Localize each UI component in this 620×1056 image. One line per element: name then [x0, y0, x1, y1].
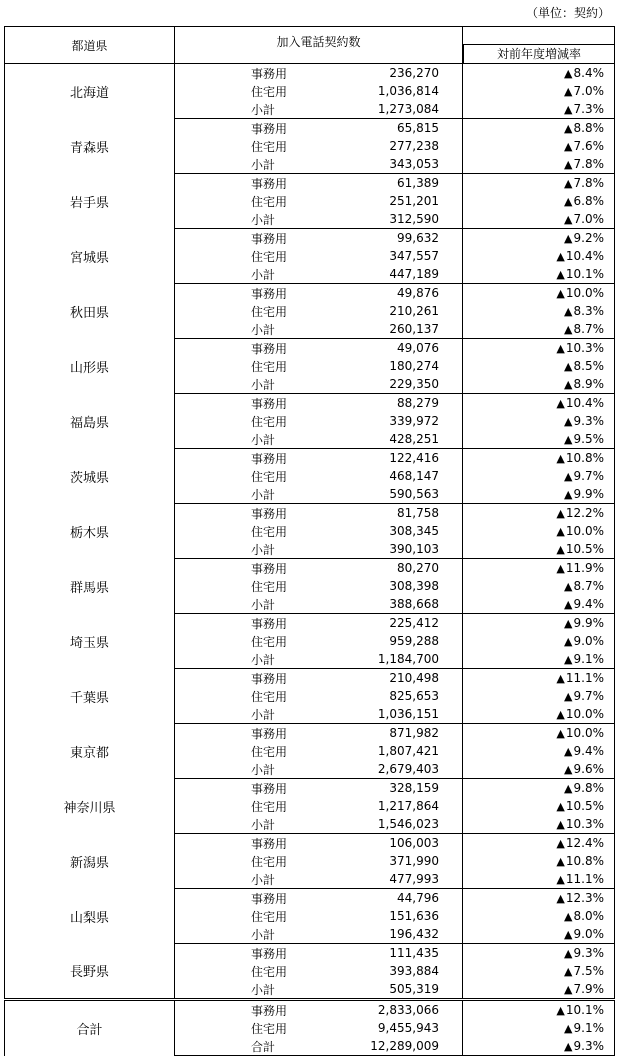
decrease-triangle-icon: ▲ — [564, 653, 573, 666]
contract-type: 小計 — [251, 597, 276, 612]
decrease-triangle-icon: ▲ — [564, 103, 573, 116]
contract-count: 468,147 — [389, 469, 439, 483]
change-rate: 7.8% — [573, 176, 604, 190]
contract-type: 小計 — [251, 762, 276, 777]
decrease-triangle-icon: ▲ — [556, 525, 565, 538]
decrease-triangle-icon: ▲ — [564, 433, 573, 446]
contract-count: 505,319 — [389, 982, 439, 996]
contract-count: 81,758 — [397, 506, 439, 520]
decrease-triangle-icon: ▲ — [564, 305, 573, 318]
change-rate: 9.0% — [573, 927, 604, 941]
contract-type: 事務用 — [251, 671, 288, 686]
contract-type: 住宅用 — [251, 799, 288, 814]
region-group — [5, 119, 615, 174]
region-group — [5, 229, 615, 284]
header-prefecture: 都道県 — [5, 27, 175, 64]
change-rate: 10.3% — [565, 817, 604, 831]
table-header — [5, 27, 615, 64]
region-group — [5, 64, 615, 119]
decrease-triangle-icon: ▲ — [564, 598, 573, 611]
change-rate: 7.0% — [573, 84, 604, 98]
contract-count: 1,184,700 — [377, 652, 439, 666]
contract-type: 事務用 — [251, 451, 288, 466]
change-rate: 8.7% — [573, 579, 604, 593]
contract-count: 111,435 — [389, 946, 439, 960]
contract-type: 小計 — [251, 652, 276, 667]
contract-count: 328,159 — [389, 781, 439, 795]
contract-count: 12,289,009 — [370, 1039, 439, 1053]
prefecture-name: 青森県 — [5, 119, 175, 174]
contract-type: 事務用 — [251, 616, 288, 631]
contract-count: 196,432 — [389, 927, 439, 941]
total-name: 合計 — [5, 1000, 175, 1056]
change-rate: 10.8% — [565, 451, 604, 465]
change-rate: 10.0% — [565, 707, 604, 721]
contract-count: 88,279 — [397, 396, 439, 410]
decrease-triangle-icon: ▲ — [564, 745, 573, 758]
contract-count: 1,807,421 — [377, 744, 439, 758]
table-row — [5, 1000, 615, 1020]
prefecture-name: 福島県 — [5, 394, 175, 449]
decrease-triangle-icon: ▲ — [556, 250, 565, 263]
contract-count: 49,876 — [397, 286, 439, 300]
change-rate: 10.3% — [565, 341, 604, 355]
change-rate: 9.3% — [573, 946, 604, 960]
contract-type: 小計 — [251, 817, 276, 832]
contract-type: 事務用 — [251, 506, 288, 521]
change-rate: 7.8% — [573, 157, 604, 171]
contract-count: 210,498 — [389, 671, 439, 685]
contract-type: 事務用 — [251, 66, 288, 81]
table-row — [5, 614, 615, 633]
prefecture-name: 宮城県 — [5, 229, 175, 284]
contract-count: 428,251 — [389, 432, 439, 446]
decrease-triangle-icon: ▲ — [556, 837, 565, 850]
decrease-triangle-icon: ▲ — [564, 782, 573, 795]
contract-count: 312,590 — [389, 212, 439, 226]
contract-count: 225,412 — [389, 616, 439, 630]
contract-type: 住宅用 — [251, 194, 288, 209]
table-row — [5, 119, 615, 138]
contract-count: 308,398 — [389, 579, 439, 593]
region-group — [5, 614, 615, 669]
table-row — [5, 394, 615, 413]
change-rate: 7.5% — [573, 964, 604, 978]
contract-count: 1,036,151 — [377, 707, 439, 721]
change-rate: 9.9% — [573, 487, 604, 501]
contract-count: 447,189 — [389, 267, 439, 281]
contract-type: 住宅用 — [251, 524, 288, 539]
contract-count: 260,137 — [389, 322, 439, 336]
change-rate: 11.9% — [565, 561, 604, 575]
decrease-triangle-icon: ▲ — [556, 672, 565, 685]
change-rate: 9.1% — [573, 1021, 604, 1035]
contract-type: 小計 — [251, 542, 276, 557]
table-row — [5, 669, 615, 688]
contract-type: 小計 — [251, 487, 276, 502]
region-group — [5, 669, 615, 724]
decrease-triangle-icon: ▲ — [564, 360, 573, 373]
contract-type: 小計 — [251, 707, 276, 722]
decrease-triangle-icon: ▲ — [556, 855, 565, 868]
contract-type: 住宅用 — [251, 964, 288, 979]
prefecture-name: 群馬県 — [5, 559, 175, 614]
decrease-triangle-icon: ▲ — [556, 727, 565, 740]
contract-type: 住宅用 — [251, 1021, 288, 1036]
region-group — [5, 889, 615, 944]
contract-type: 住宅用 — [251, 744, 288, 759]
table-row — [5, 889, 615, 908]
contract-type: 小計 — [251, 212, 276, 227]
header-contracts: 加入電話契約数 — [276, 35, 361, 49]
change-rate: 9.8% — [573, 781, 604, 795]
contract-type: 住宅用 — [251, 304, 288, 319]
contract-count: 825,653 — [389, 689, 439, 703]
change-rate: 12.4% — [565, 836, 604, 850]
contract-type: 住宅用 — [251, 359, 288, 374]
prefecture-name: 茨城県 — [5, 449, 175, 504]
change-rate: 9.1% — [573, 652, 604, 666]
table-row — [5, 339, 615, 358]
decrease-triangle-icon: ▲ — [556, 562, 565, 575]
change-rate: 8.8% — [573, 121, 604, 135]
region-group — [5, 724, 615, 779]
change-rate: 9.4% — [573, 744, 604, 758]
contract-count: 80,270 — [397, 561, 439, 575]
change-rate: 9.3% — [573, 1039, 604, 1053]
decrease-triangle-icon: ▲ — [556, 818, 565, 831]
contract-type: 住宅用 — [251, 139, 288, 154]
region-group — [5, 504, 615, 559]
contract-count: 388,668 — [389, 597, 439, 611]
prefecture-name: 山形県 — [5, 339, 175, 394]
contract-type: 住宅用 — [251, 909, 288, 924]
contract-type: 小計 — [251, 432, 276, 447]
contract-type: 事務用 — [251, 341, 288, 356]
decrease-triangle-icon: ▲ — [564, 488, 573, 501]
contract-type: 事務用 — [251, 396, 288, 411]
contract-type: 事務用 — [251, 1003, 288, 1018]
table-row — [5, 174, 615, 193]
contract-type: 小計 — [251, 267, 276, 282]
decrease-triangle-icon: ▲ — [564, 580, 573, 593]
change-rate: 8.7% — [573, 322, 604, 336]
contract-type: 小計 — [251, 872, 276, 887]
change-rate: 9.9% — [573, 616, 604, 630]
contract-type: 小計 — [251, 322, 276, 337]
region-group — [5, 174, 615, 229]
contract-count: 871,982 — [389, 726, 439, 740]
contract-count: 9,455,943 — [377, 1021, 439, 1035]
contract-type: 住宅用 — [251, 854, 288, 869]
region-group — [5, 449, 615, 504]
prefecture-name: 新潟県 — [5, 834, 175, 889]
change-rate: 10.0% — [565, 726, 604, 740]
change-rate: 8.9% — [573, 377, 604, 391]
decrease-triangle-icon: ▲ — [556, 1004, 565, 1017]
decrease-triangle-icon: ▲ — [564, 635, 573, 648]
decrease-triangle-icon: ▲ — [564, 415, 573, 428]
prefecture-name: 北海道 — [5, 64, 175, 119]
contract-count: 44,796 — [397, 891, 439, 905]
contract-count: 180,274 — [389, 359, 439, 373]
contract-type: 事務用 — [251, 561, 288, 576]
change-rate: 10.1% — [565, 267, 604, 281]
prefecture-name: 岩手県 — [5, 174, 175, 229]
change-rate: 8.3% — [573, 304, 604, 318]
contract-count: 49,076 — [397, 341, 439, 355]
region-group — [5, 284, 615, 339]
decrease-triangle-icon: ▲ — [556, 452, 565, 465]
decrease-triangle-icon: ▲ — [556, 543, 565, 556]
prefecture-name: 長野県 — [5, 944, 175, 1000]
table-row — [5, 944, 615, 963]
prefecture-name: 山梨県 — [5, 889, 175, 944]
contract-count: 277,238 — [389, 139, 439, 153]
region-group — [5, 834, 615, 889]
contract-count: 343,053 — [389, 157, 439, 171]
decrease-triangle-icon: ▲ — [564, 910, 573, 923]
table-row — [5, 64, 615, 83]
contract-type: 事務用 — [251, 231, 288, 246]
change-rate: 9.6% — [573, 762, 604, 776]
change-rate: 10.4% — [565, 249, 604, 263]
contract-type: 小計 — [251, 157, 276, 172]
decrease-triangle-icon: ▲ — [564, 965, 573, 978]
change-rate: 10.0% — [565, 286, 604, 300]
table-row — [5, 504, 615, 523]
decrease-triangle-icon: ▲ — [564, 85, 573, 98]
change-rate: 7.0% — [573, 212, 604, 226]
change-rate: 9.4% — [573, 597, 604, 611]
change-rate: 11.1% — [565, 671, 604, 685]
contract-count: 308,345 — [389, 524, 439, 538]
contract-type: 住宅用 — [251, 84, 288, 99]
decrease-triangle-icon: ▲ — [564, 1040, 573, 1053]
table-row — [5, 449, 615, 468]
decrease-triangle-icon: ▲ — [556, 892, 565, 905]
region-group — [5, 559, 615, 614]
prefecture-name: 埼玉県 — [5, 614, 175, 669]
contract-type: 事務用 — [251, 121, 288, 136]
change-rate: 11.1% — [565, 872, 604, 886]
decrease-triangle-icon: ▲ — [564, 983, 573, 996]
contract-count: 347,557 — [389, 249, 439, 263]
decrease-triangle-icon: ▲ — [564, 177, 573, 190]
change-rate: 9.7% — [573, 469, 604, 483]
contract-type: 事務用 — [251, 726, 288, 741]
decrease-triangle-icon: ▲ — [556, 507, 565, 520]
decrease-triangle-icon: ▲ — [564, 690, 573, 703]
change-rate: 8.5% — [573, 359, 604, 373]
contract-count: 61,389 — [397, 176, 439, 190]
contract-count: 959,288 — [389, 634, 439, 648]
contract-type: 住宅用 — [251, 689, 288, 704]
change-rate: 10.1% — [565, 1003, 604, 1017]
decrease-triangle-icon: ▲ — [556, 873, 565, 886]
change-rate: 9.2% — [573, 231, 604, 245]
contract-count: 371,990 — [389, 854, 439, 868]
decrease-triangle-icon: ▲ — [564, 213, 573, 226]
decrease-triangle-icon: ▲ — [564, 323, 573, 336]
contract-count: 1,036,814 — [377, 84, 439, 98]
change-rate: 9.0% — [573, 634, 604, 648]
contract-count: 1,217,864 — [377, 799, 439, 813]
decrease-triangle-icon: ▲ — [564, 195, 573, 208]
change-rate: 9.5% — [573, 432, 604, 446]
contract-count: 1,273,084 — [377, 102, 439, 116]
table-row — [5, 284, 615, 303]
change-rate: 10.5% — [565, 542, 604, 556]
contract-count: 390,103 — [389, 542, 439, 556]
region-group — [5, 944, 615, 1000]
change-rate: 12.2% — [565, 506, 604, 520]
contract-type: 小計 — [251, 377, 276, 392]
contract-count: 2,833,066 — [377, 1003, 439, 1017]
table-row — [5, 724, 615, 743]
region-group — [5, 394, 615, 449]
change-rate: 9.7% — [573, 689, 604, 703]
region-group — [5, 779, 615, 834]
decrease-triangle-icon: ▲ — [564, 67, 573, 80]
contract-count: 393,884 — [389, 964, 439, 978]
decrease-triangle-icon: ▲ — [556, 397, 565, 410]
change-rate: 10.8% — [565, 854, 604, 868]
contract-count: 339,972 — [389, 414, 439, 428]
contract-count: 251,201 — [389, 194, 439, 208]
decrease-triangle-icon: ▲ — [564, 140, 573, 153]
contract-type: 事務用 — [251, 946, 288, 961]
header-rate: 対前年度増減率 — [463, 44, 614, 63]
contract-type: 合計 — [251, 1039, 276, 1054]
prefecture-name: 千葉県 — [5, 669, 175, 724]
change-rate: 10.4% — [565, 396, 604, 410]
contracts-table — [4, 26, 615, 1056]
contract-type: 小計 — [251, 982, 276, 997]
prefecture-name: 秋田県 — [5, 284, 175, 339]
change-rate: 8.0% — [573, 909, 604, 923]
change-rate: 8.4% — [573, 66, 604, 80]
change-rate: 10.5% — [565, 799, 604, 813]
table-row — [5, 834, 615, 853]
contract-type: 事務用 — [251, 286, 288, 301]
decrease-triangle-icon: ▲ — [556, 342, 565, 355]
contract-type: 住宅用 — [251, 249, 288, 264]
change-rate: 10.0% — [565, 524, 604, 538]
decrease-triangle-icon: ▲ — [556, 708, 565, 721]
contract-type: 住宅用 — [251, 634, 288, 649]
table-row — [5, 229, 615, 248]
decrease-triangle-icon: ▲ — [556, 268, 565, 281]
decrease-triangle-icon: ▲ — [556, 800, 565, 813]
contract-type: 事務用 — [251, 176, 288, 191]
contract-count: 229,350 — [389, 377, 439, 391]
prefecture-name: 栃木県 — [5, 504, 175, 559]
contract-count: 151,636 — [389, 909, 439, 923]
region-group — [5, 339, 615, 394]
decrease-triangle-icon: ▲ — [564, 617, 573, 630]
decrease-triangle-icon: ▲ — [564, 232, 573, 245]
contract-type: 小計 — [251, 927, 276, 942]
table-row — [5, 559, 615, 578]
contract-type: 事務用 — [251, 891, 288, 906]
decrease-triangle-icon: ▲ — [556, 287, 565, 300]
contract-count: 210,261 — [389, 304, 439, 318]
contract-type: 住宅用 — [251, 469, 288, 484]
contract-type: 小計 — [251, 102, 276, 117]
contract-type: 住宅用 — [251, 579, 288, 594]
contract-count: 65,815 — [397, 121, 439, 135]
decrease-triangle-icon: ▲ — [564, 470, 573, 483]
decrease-triangle-icon: ▲ — [564, 1022, 573, 1035]
change-rate: 6.8% — [573, 194, 604, 208]
contract-count: 99,632 — [397, 231, 439, 245]
decrease-triangle-icon: ▲ — [564, 158, 573, 171]
contract-type: 事務用 — [251, 836, 288, 851]
decrease-triangle-icon: ▲ — [564, 122, 573, 135]
decrease-triangle-icon: ▲ — [564, 378, 573, 391]
contract-count: 106,003 — [389, 836, 439, 850]
decrease-triangle-icon: ▲ — [564, 763, 573, 776]
change-rate: 12.3% — [565, 891, 604, 905]
change-rate: 7.9% — [573, 982, 604, 996]
contract-count: 122,416 — [389, 451, 439, 465]
total-group — [5, 1000, 615, 1056]
change-rate: 7.6% — [573, 139, 604, 153]
table-row — [5, 779, 615, 798]
contract-type: 住宅用 — [251, 414, 288, 429]
contract-count: 236,270 — [389, 66, 439, 80]
prefecture-name: 東京都 — [5, 724, 175, 779]
prefecture-name: 神奈川県 — [5, 779, 175, 834]
unit-note: （単位：契約） — [525, 6, 610, 20]
contract-count: 590,563 — [389, 487, 439, 501]
contract-count: 1,546,023 — [377, 817, 439, 831]
contract-count: 477,993 — [389, 872, 439, 886]
change-rate: 7.3% — [573, 102, 604, 116]
decrease-triangle-icon: ▲ — [564, 947, 573, 960]
contract-type: 事務用 — [251, 781, 288, 796]
decrease-triangle-icon: ▲ — [564, 928, 573, 941]
change-rate: 9.3% — [573, 414, 604, 428]
contract-count: 2,679,403 — [377, 762, 439, 776]
